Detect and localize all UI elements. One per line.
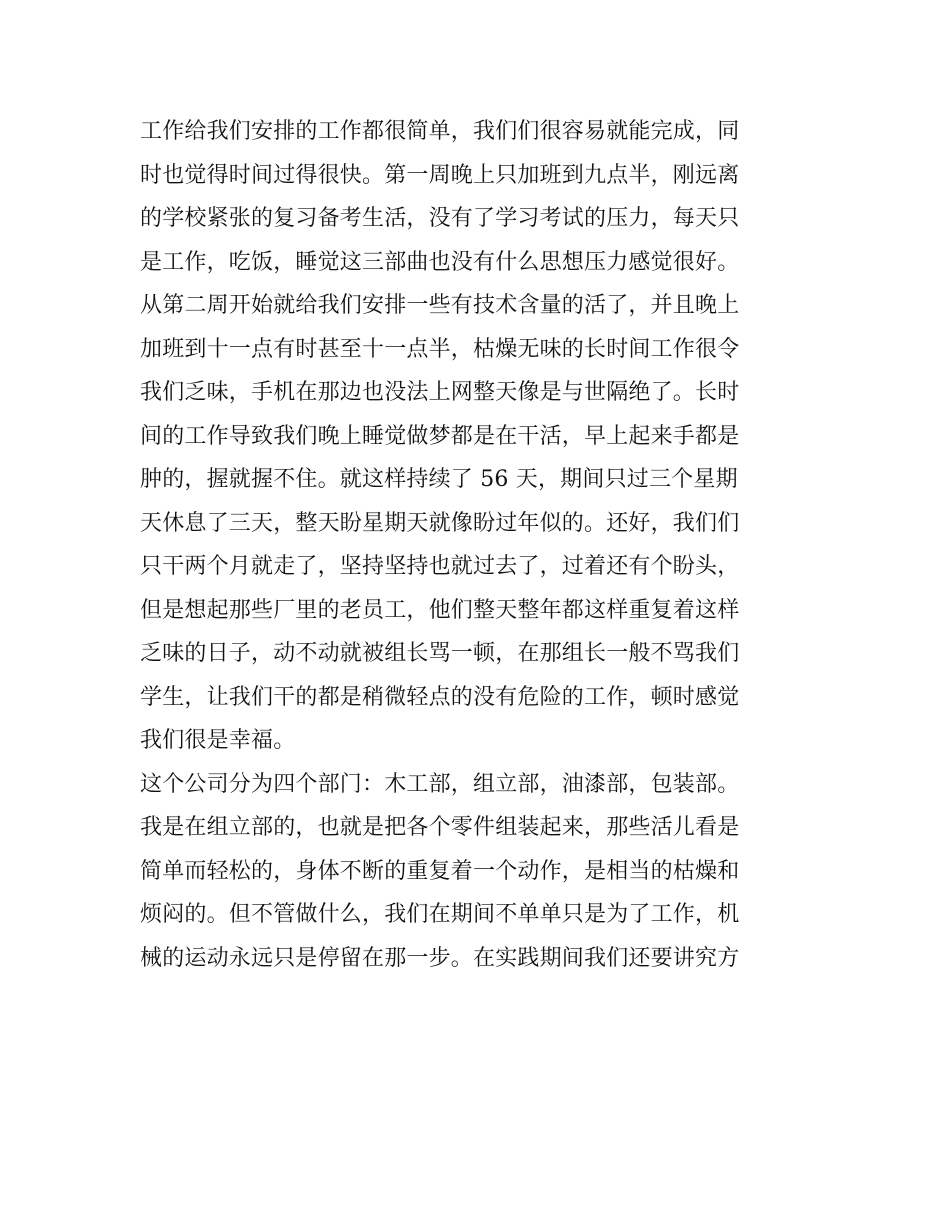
text-line: 这个公司分为四个部门：木工部，组立部，油漆部，包装部。 <box>140 771 740 797</box>
text-line: 时也觉得时间过得很快。第一周晚上只加班到九点半，刚远离 <box>140 162 740 188</box>
text-line: 间的工作导致我们晚上睡觉做梦都是在干活，早上起来手都是 <box>140 423 740 449</box>
text-line: 简单而轻松的，身体不断的重复着一个动作，是相当的枯燥和 <box>140 858 740 884</box>
text-line: 的学校紧张的复习备考生活，没有了学习考试的压力，每天只 <box>140 206 740 231</box>
text-line: 工作给我们安排的工作都很简单，我们们很容易就能完成，同 <box>140 119 740 144</box>
text-line: 但是想起那些厂里的老员工，他们整天整年都这样重复着这样 <box>140 597 740 623</box>
text-line: 加班到十一点有时甚至十一点半，枯燥无味的长时间工作很令 <box>140 336 740 362</box>
text-line: 天休息了三天，整天盼星期天就像盼过年似的。还好，我们们 <box>140 510 740 536</box>
text-line: 械的运动永远只是停留在那一步。在实践期间我们还要讲究方 <box>140 945 740 971</box>
text-line: 乏味的日子，动不动就被组长骂一顿，在那组长一般不骂我们 <box>140 641 740 666</box>
text-line: 是工作，吃饭，睡觉这三部曲也没有什么思想压力感觉很好。 <box>140 249 740 275</box>
text-line: 只干两个月就走了，坚持坚持也就过去了，过着还有个盼头， <box>140 554 740 579</box>
text-line: 从第二周开始就给我们安排一些有技术含量的活了，并且晚上 <box>140 293 740 318</box>
text-line: 我们很是幸福。 <box>140 728 296 753</box>
text-line: 我们乏味，手机在那边也没法上网整天像是与世隔绝了。长时 <box>140 380 740 405</box>
text-line: 我是在组立部的，也就是把各个零件组装起来，那些活儿看是 <box>140 815 740 840</box>
body-text <box>140 110 830 980</box>
text-line: 烦闷的。但不管做什么，我们在期间不单单只是为了工作，机 <box>140 902 740 927</box>
text-line: 肿的，握就握不住。就这样持续了 56 天，期间只过三个星期 <box>140 467 738 492</box>
text-line: 学生，让我们干的都是稍微轻点的没有危险的工作，顿时感觉 <box>140 684 740 710</box>
